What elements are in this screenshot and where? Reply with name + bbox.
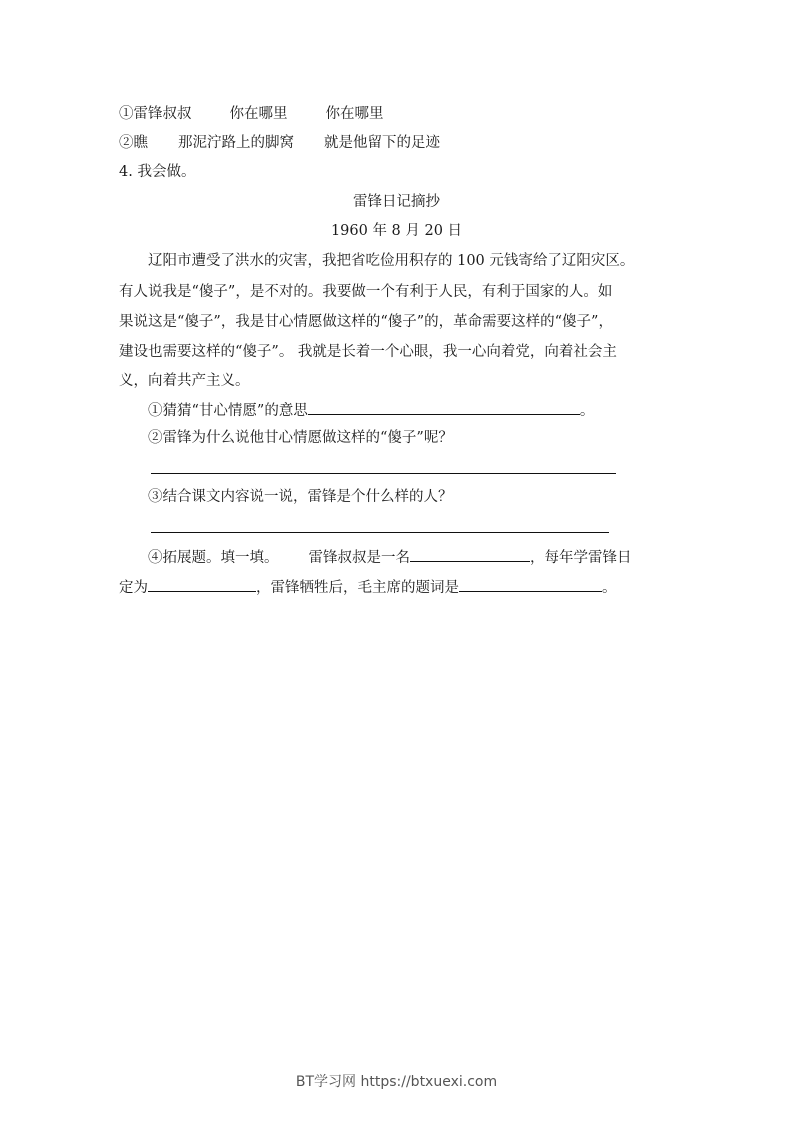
question-4-text-d: ，雷锋牺牲后，毛主席的题词是	[256, 580, 459, 596]
question-4-text-b: ，每年学雷锋日	[530, 550, 632, 566]
poem-line-1-part-1: ①雷锋叔叔	[119, 106, 192, 122]
question-4-text-c: 定为	[119, 580, 148, 596]
article-paragraph-line-2: 有人说我是“傻子”，是不对的。我要做一个有利于人民，有利于国家的人。如	[119, 284, 613, 300]
section-heading: 4. 我会做。	[119, 164, 196, 180]
article-date: 1960 年 8 月 20 日	[330, 223, 463, 239]
question-4-text-e: 。	[602, 580, 617, 596]
article-paragraph-line-4: 建设也需要这样的“傻子”。 我就是长着一个心眼，我一心向着党，向着社会主	[119, 344, 617, 360]
article-paragraph-line-5: 义，向着共产主义。	[119, 373, 250, 389]
question-3: ③结合课文内容说一说，雷锋是个什么样的人？	[148, 489, 453, 505]
question-1-answer-blank[interactable]	[308, 399, 580, 415]
question-1-suffix: 。	[579, 403, 595, 419]
question-2-answer-line[interactable]	[151, 473, 616, 474]
poem-line-1-part-2: 你在哪里	[229, 106, 288, 122]
article-title: 雷锋日记摘抄	[353, 194, 440, 210]
question-4-line-1	[148, 546, 632, 568]
question-1-text: ①猜猜“甘心情愿”的意思	[148, 403, 308, 419]
question-4-blank-3[interactable]	[459, 576, 602, 592]
poem-line-2-part-3: 就是他留下的足迹	[324, 135, 440, 151]
footer-watermark: BT学习网 https://btxuexi.com	[295, 1074, 498, 1090]
question-4-blank-1[interactable]	[410, 546, 530, 562]
question-4-text-a: 雷锋叔叔是一名	[308, 550, 410, 566]
article-paragraph-line-1: 辽阳市遭受了洪水的灾害，我把省吃俭用积存的 100 元钱寄给了辽阳灾区。	[148, 253, 635, 269]
poem-line-1	[119, 104, 384, 124]
question-3-answer-line[interactable]	[151, 532, 609, 533]
poem-line-2-part-2: 那泥泞路上的脚窝	[178, 135, 294, 151]
article-paragraph-line-3: 果说这是“傻子”，我是甘心情愿做这样的“傻子”的，革命需要这样的“傻子”，	[119, 314, 613, 330]
poem-line-1-part-3: 你在哪里	[325, 106, 384, 122]
question-4-title: ④拓展题。填一填。	[148, 550, 279, 566]
question-1	[148, 399, 594, 421]
question-2: ②雷锋为什么说他甘心情愿做这样的“傻子”呢？	[148, 430, 453, 446]
question-4-blank-2[interactable]	[148, 576, 256, 592]
poem-line-2	[119, 133, 440, 153]
question-4-line-2	[119, 576, 617, 598]
poem-line-2-part-1: ②瞧	[119, 135, 148, 151]
